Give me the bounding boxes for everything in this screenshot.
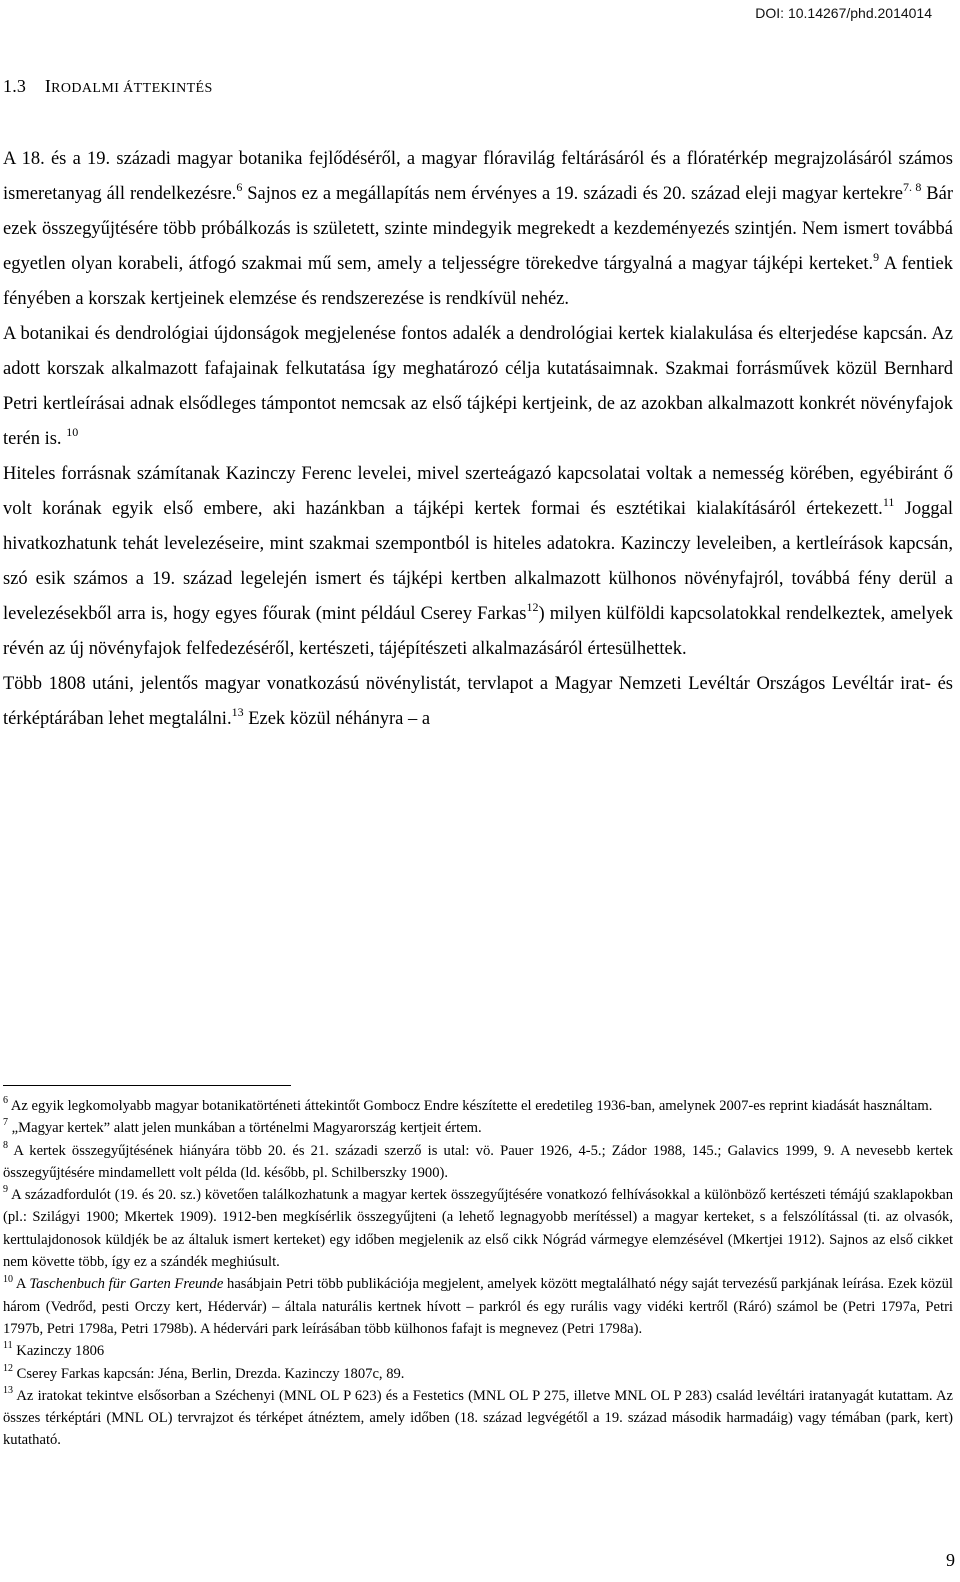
doi-header: DOI: 10.14267/phd.2014014 [755, 5, 932, 21]
footnote-number: 6 [3, 1095, 8, 1107]
paragraph-text: Joggal hivatkozhatunk tehát levelezéseire, mint szakmai szempontból is hiteles adatokra. Kazinczy leveleiben, a kertleírások kapcsán, szó esik számos a 19. század legelején ismert és tájképi kertben alkalmazott külhonos növényfajról, továbbá fény derül a levelezésekből arra is, hogy egyes főurak (mint például Cserey Farkas [3, 499, 953, 624]
footnote-text: Az iratokat tekintve elsősorban a Széchenyi (MNL OL P 623) és a Festetics (MNL OL P 275, illetve MNL OL P 283) család levéltári iratanyagát kutattam. Az összes térképtári (MNL OL) tervrajzot és térképet átnéztem, amely időben (18. század legvégétől a 19. század második harmadáig) vagy témában (park, kert) kutatható. [3, 1387, 953, 1449]
page-number: 9 [946, 1550, 955, 1570]
body-text [3, 142, 953, 737]
footnote-text: A [13, 1276, 30, 1293]
paragraph-text: Több 1808 utáni, jelentős magyar vonatkozású növénylistát, tervlapot a Magyar Nemzeti Levéltár Országos Levéltár irat- és térképtárában lehet megtalálni. [3, 674, 953, 729]
footnote-separator [3, 1085, 291, 1086]
paragraph-1 [3, 142, 953, 317]
footnote-text: Az egyik legkomolyabb magyar botanikatörténeti áttekintőt Gombocz Endre készítette el eredetileg 1936-ban, amelynek 2007-es reprint kiadását használtam. [8, 1098, 933, 1114]
paragraph-2 [3, 317, 953, 457]
footnote-text: Kazinczy 1806 [12, 1343, 105, 1360]
footnote-ref: . 8 [909, 179, 922, 194]
footnote-number: 11 [3, 1340, 13, 1352]
paragraph-3 [3, 457, 953, 667]
paragraph-text: Sajnos ez a megállapítás nem érvényes a 19. századi és 20. század eleji magyar kertekre [242, 184, 904, 204]
footnote-7 [3, 1117, 953, 1139]
footnote-ref: 12 [526, 599, 539, 614]
paragraph-text: ) milyen külföldi kapcsolatokkal rendelkeztek, amelyek révén az új növényfajok felfedezéséről, kertészeti, tájépítészeti alkalmazásáról értesülhettek. [3, 604, 953, 659]
paragraph-text: A botanikai és dendrológiai újdonságok megjelenése fontos adalék a dendrológiai kertek kialakulása és elterjedése kapcsán. Az adott korszak alkalmazott fafajainak felkutatása így meghatározó célja kutatásaimnak. Szakmai forrásművek közül Bernhard Petri kertleírásai adnak elsődleges támpontot nemcsak az első tájképi kertjeink, de az azokban alkalmazott konkrét növényfajok terén is. [3, 324, 953, 449]
footnote-ref: 13 [231, 704, 244, 719]
paragraph-text: Bár ezek összegyűjtésére több próbálkozás is született, szinte mindegyik megrekedt a kezdeményezés szintjén. Nem ismert továbbá egyetlen olyan korabeli, átfogó szakmai mű sem, amely a teljességre törekedve tárgyalná a magyar tájképi kerteket. [3, 184, 954, 274]
footnote-text: „Magyar kertek” alatt jelen munkában a történelmi Magyarország kertjeit értem. [8, 1120, 482, 1137]
footnote-ref: 7 [903, 179, 910, 194]
footnote-text: A századfordulót (19. és 20. sz.) követően találkozhatunk a magyar kertek összegyűjtésére vonatkozó felhívásokkal a különböző kertészeti témájú szaklapokban (pl.: Szilágyi 1900; Mkertek 1909). 1912-ben megkísérlik összegyűjteni (a lehető legnagyobb merítéssel) a magyar kerteket, s a felszólítással (ti. az olvasók, kerttulajdonosok küldjék be az általuk ismert kerteket) egy időben megjelenik az első cikk Nógrád vármegye elemzésével (Mkertjei 1912). Sajnos az első cikket nem követte több, így ez a szándék meghiúsult. [3, 1187, 953, 1271]
footnote-10 [3, 1273, 953, 1340]
footnote-number: 7 [3, 1117, 8, 1129]
paragraph-text: Ezek közül néhányra – a [243, 709, 431, 729]
footnote-text: A kertek összegyűjtésének hiányára több 20. és 21. századi szerző is utal: vö. Pauer 1926, 4-5.; Zádor 1988, 145.; Galavics 1999, 9. A nevesebb kertek összegyűjtésére mindamellett volt példa (ld. később, pl. Schilberszky 1900). [3, 1142, 953, 1181]
footnote-number: 12 [3, 1362, 13, 1374]
footnotes [3, 1095, 953, 1452]
paragraph-text: A 18. és a 19. századi magyar botanika fejlődéséről, a magyar flóravilág feltárásáról és a flóratérkép megrajzolásáról számos ismeretanyag áll rendelkezésre. [3, 149, 953, 204]
footnote-8 [3, 1140, 953, 1185]
footnote-text: hasábjain Petri több publikációja megjelent, amelyek között megtalálható négy saját tervezésű parkjának leírása. Ezek közül három (Vedrőd, pesti Orczy kert, Hédervár) – általa naturális kertnek hívott – parkról és egy rurális vagy vidéki kertről (Ráró) számol be (Petri 1797a, Petri 1797b, Petri 1798a, Petri 1798b). A hédervári park leírásában több külhonos fafajt is megnevez (Petri 1798a). [3, 1276, 953, 1337]
footnote-12 [3, 1363, 953, 1385]
footnote-text: Cserey Farkas kapcsán: Jéna, Berlin, Drezda. Kazinczy 1807c, 89. [13, 1365, 405, 1382]
footnote-9 [3, 1184, 953, 1273]
footnote-number: 9 [3, 1184, 8, 1196]
section-title-initial: I [44, 76, 52, 96]
footnote-number: 13 [3, 1385, 13, 1396]
section-title-rest: RODALMI ÁTTEKINTÉS [51, 81, 213, 96]
footnote-6 [3, 1095, 953, 1117]
footnote-ref: 10 [66, 424, 79, 439]
footnote-13 [3, 1385, 953, 1452]
footnote-italic-title: Taschenbuch für Garten Freunde [29, 1276, 224, 1293]
paragraph-text: A fentiek fényében a korszak kertjeinek elemzése és rendszerezése is rendkívül nehéz. [3, 254, 953, 309]
paragraph-4 [3, 667, 953, 737]
footnote-11 [3, 1340, 953, 1362]
footnote-ref: 9 [873, 249, 880, 264]
paragraph-text: Hiteles forrásnak számítanak Kazinczy Ferenc levelei, mivel szerteágazó kapcsolatai voltak a nemesség körében, egyébiránt ő volt korának egyik első embere, aki hazánkban a tájképi kertek formai és esztétikai kialakításáról értekezett. [3, 464, 953, 519]
section-number: 1.3 [3, 76, 27, 96]
footnote-ref: 11 [882, 494, 895, 509]
section-heading [3, 76, 213, 97]
footnote-number: 8 [3, 1139, 8, 1151]
footnote-ref: 6 [236, 179, 243, 194]
footnote-number: 10 [3, 1273, 13, 1285]
